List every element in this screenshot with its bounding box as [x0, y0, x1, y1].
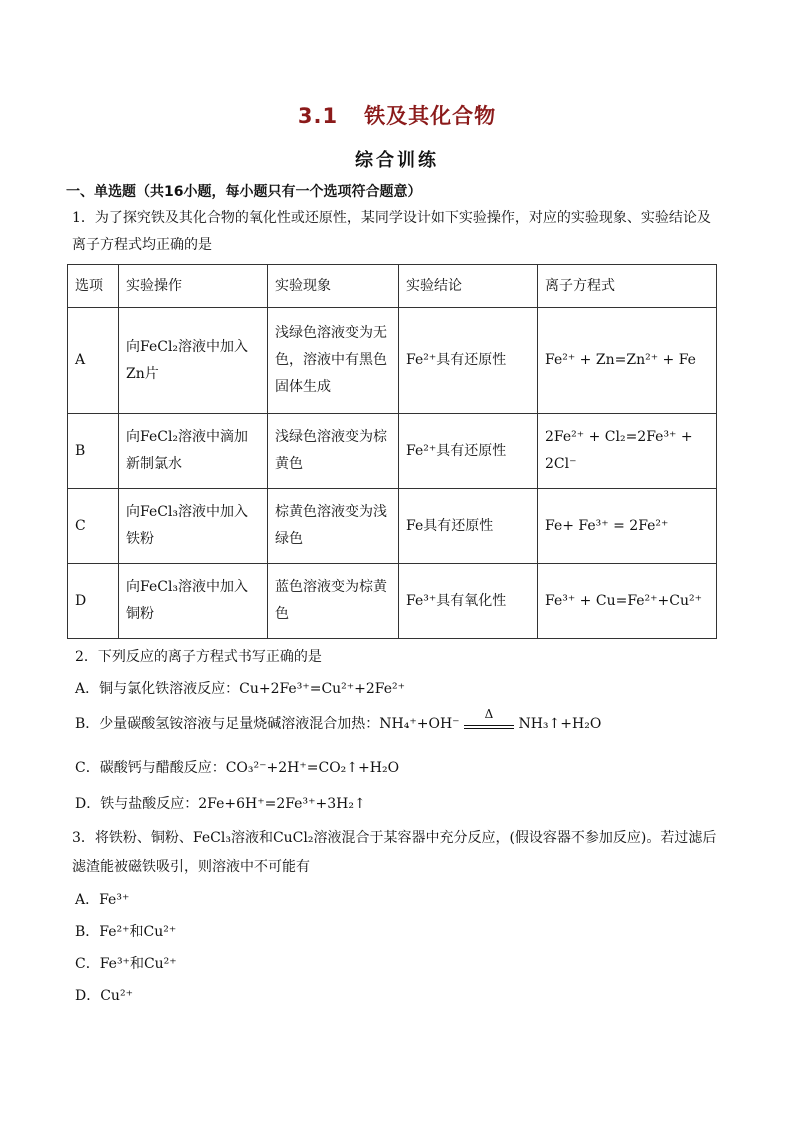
table-cell: A: [68, 308, 119, 414]
table-row: [68, 564, 717, 639]
table-header-cell: 实验操作: [119, 265, 268, 308]
table-cell: Fe具有还原性: [399, 489, 538, 564]
table-cell: 棕黄色溶液变为浅绿色: [268, 489, 399, 564]
table-cell: Fe³⁺ + Cu=Fe²⁺+Cu²⁺: [538, 564, 717, 639]
table-row: [68, 489, 717, 564]
table-cell: 向FeCl₃溶液中加入铜粉: [119, 564, 268, 639]
table-cell: Fe²⁺具有还原性: [399, 308, 538, 414]
question-1-table: [67, 264, 717, 639]
question-2-option-b: [75, 707, 602, 733]
title-text: 铁及其化合物: [364, 104, 497, 128]
question-3-option-a: A．Fe³⁺: [75, 892, 130, 908]
table-cell: 浅绿色溶液变为棕黄色: [268, 414, 399, 489]
table-cell: Fe²⁺ + Zn=Zn²⁺ + Fe: [538, 308, 717, 414]
question-2-stem: 2．下列反应的离子方程式书写正确的是: [75, 649, 322, 665]
table-cell: 向FeCl₃溶液中加入铁粉: [119, 489, 268, 564]
page-title: [0, 100, 794, 130]
table-header-cell: 实验现象: [268, 265, 399, 308]
question-2-option-a: A．铜与氯化铁溶液反应：Cu+2Fe³⁺=Cu²⁺+2Fe²⁺: [75, 681, 406, 697]
table-cell: 向FeCl₂溶液中加入Zn片: [119, 308, 268, 414]
table-row: [68, 414, 717, 489]
table-cell: D: [68, 564, 119, 639]
section-number: 3.1: [297, 104, 339, 128]
question-3-option-b: B．Fe²⁺和Cu²⁺: [75, 924, 177, 940]
table-cell: 浅绿色溶液变为无色，溶液中有黑色固体生成: [268, 308, 399, 414]
page-subtitle: 综合训练: [355, 150, 439, 171]
question-1-stem: 1．为了探究铁及其化合物的氧化性或还原性，某同学设计如下实验操作，对应的实验现象、实验结论及离子方程式均正确的是: [72, 210, 711, 253]
heating-equals-sign: [464, 707, 514, 729]
table-cell: 向FeCl₂溶液中滴加新制氯水: [119, 414, 268, 489]
table-row: [68, 308, 717, 414]
option-b-text: B．少量碳酸氢铵溶液与足量烧碱溶液混合加热：NH₄⁺+OH⁻: [75, 716, 460, 732]
question-3-option-d: D．Cu²⁺: [75, 988, 133, 1004]
table-cell: B: [68, 414, 119, 489]
table-cell: Fe+ Fe³⁺ = 2Fe²⁺: [538, 489, 717, 564]
option-b-products: NH₃↑+H₂O: [518, 716, 602, 732]
table-header-cell: 实验结论: [399, 265, 538, 308]
section-heading: 一、单选题（共16小题，每小题只有一个选项符合题意）: [66, 184, 422, 200]
question-3-option-c: C．Fe³⁺和Cu²⁺: [75, 956, 177, 972]
table-cell: Fe³⁺具有氧化性: [399, 564, 538, 639]
table-cell: 2Fe²⁺ + Cl₂=2Fe³⁺ + 2Cl⁻: [538, 414, 717, 489]
table-header-cell: 离子方程式: [538, 265, 717, 308]
question-2-option-c: C．碳酸钙与醋酸反应：CO₃²⁻+2H⁺=CO₂↑+H₂O: [75, 760, 400, 776]
table-header-row: [68, 265, 717, 308]
delta-symbol: Δ: [484, 707, 494, 721]
table-header-cell: 选项: [68, 265, 119, 308]
table-cell: Fe²⁺具有还原性: [399, 414, 538, 489]
table-cell: 蓝色溶液变为棕黄色: [268, 564, 399, 639]
table-cell: C: [68, 489, 119, 564]
question-2-option-d: D．铁与盐酸反应：2Fe+6H⁺=2Fe³⁺+3H₂↑: [75, 796, 366, 812]
question-3-stem: 3．将铁粉、铜粉、FeCl₃溶液和CuCl₂溶液混合于某容器中充分反应，(假设容器不参加反应)。若过滤后滤渣能被磁铁吸引，则溶液中不可能有: [72, 830, 717, 875]
